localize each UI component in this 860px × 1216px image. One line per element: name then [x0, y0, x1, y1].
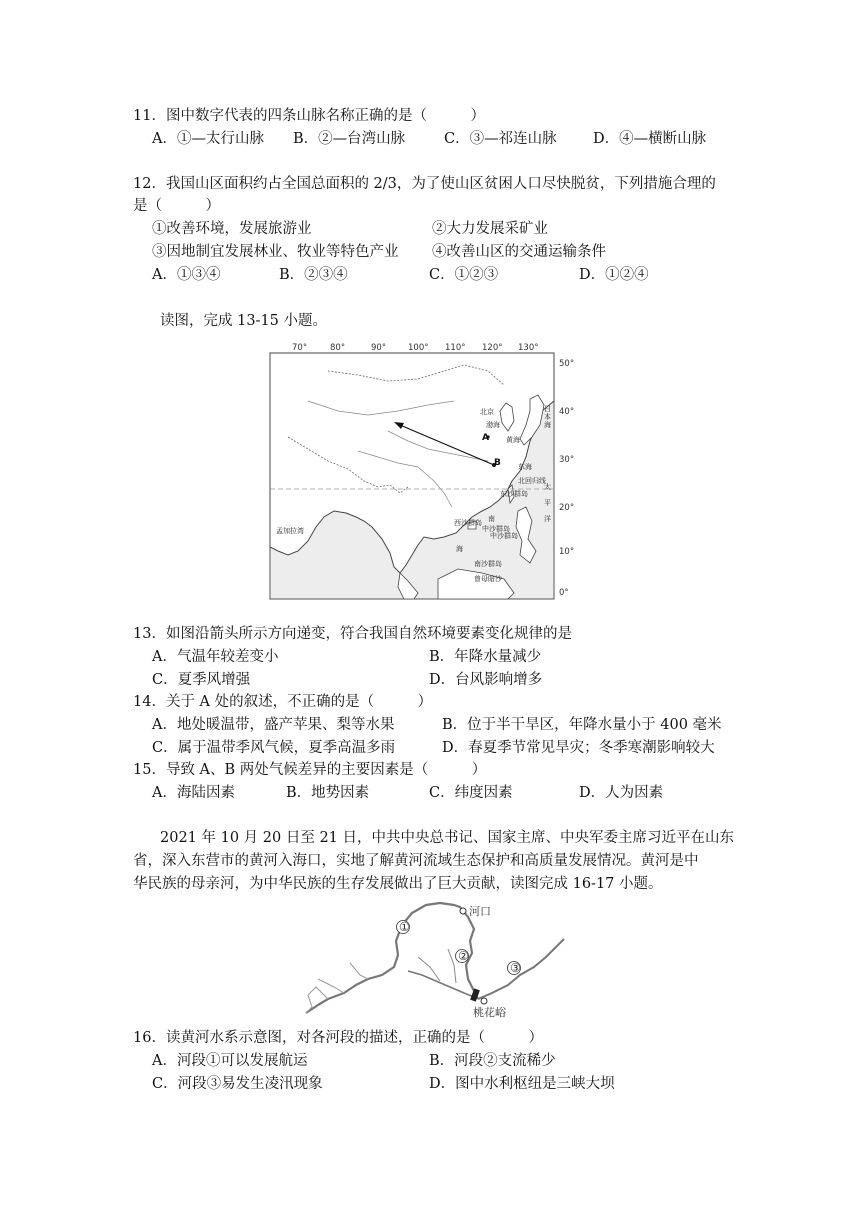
q16-option-c: C．河段③易发生凌汛现象	[152, 1076, 323, 1092]
lon-label: 100°	[408, 343, 429, 353]
label-japan-sea-1: 日	[544, 405, 551, 413]
q14-option-a: A．地处暖温带，盛产苹果、梨等水果	[152, 717, 395, 733]
passage-line1: 2021 年 10 月 20 日至 21 日，中共中央总书记、国家主席、中央军委主席习近平在山东	[160, 830, 735, 846]
q12-option-d: D．①②④	[579, 267, 649, 283]
q13-option-d: D．台风影响增多	[429, 672, 543, 688]
label-japan-sea-2: 本	[544, 413, 551, 421]
label-pacific-3: 洋	[544, 515, 551, 523]
lat-label: 20°	[559, 503, 575, 513]
yellow-river-map	[298, 895, 576, 1019]
q12-stem-line2: 是（ ）	[133, 198, 220, 214]
hekou-marker	[460, 908, 466, 914]
lon-label: 70°	[292, 343, 308, 353]
q12-item-4: ④改善山区的交通运输条件	[432, 244, 606, 260]
label-b: B	[494, 458, 501, 468]
q11-option-d: D．④—横断山脉	[593, 131, 707, 147]
lat-label: 50°	[559, 359, 575, 369]
yellow-river-lower	[478, 939, 564, 999]
lon-label: 80°	[330, 343, 346, 353]
q12-option-b: B．②③④	[279, 267, 348, 283]
passage-line3: 华民族的母亲河，为中华民族的生存发展做出了巨大贡献，读图完成 16-17 小题。	[133, 876, 663, 892]
lon-label: 90°	[371, 343, 387, 353]
label-hai: 海	[456, 545, 463, 553]
q15-option-d: D．人为因素	[579, 785, 664, 801]
q11-option-c: C．③—祁连山脉	[444, 131, 557, 147]
q11-stem: 11．图中数字代表的四条山脉名称正确的是（ ）	[133, 108, 485, 124]
q14-option-d: D．春夏季节常见旱灾；冬季寒潮影响较大	[442, 740, 715, 756]
q14-option-b: B．位于半干旱区，年降水量小于 400 毫米	[442, 717, 722, 733]
label-pacific-1: 太	[544, 483, 551, 491]
lon-label: 120°	[482, 343, 503, 353]
lat-label: 10°	[559, 547, 575, 557]
label-huanghai: 黄海	[506, 436, 520, 444]
label-zengmu: 曾母暗沙	[474, 575, 502, 583]
q13-option-c: C．夏季风增强	[152, 672, 251, 688]
q14-stem: 14．关于 A 处的叙述，不正确的是（ ）	[133, 694, 433, 710]
intro-13-15: 读图，完成 13-15 小题。	[160, 313, 328, 329]
q13-stem: 13．如图沿箭头所示方向递变，符合我国自然环境要素变化规律的是	[133, 626, 572, 642]
label-huiguihui: 北回归线	[518, 477, 546, 485]
label-hekou: 河口	[469, 905, 491, 918]
q11-option-a: A．①—太行山脉	[152, 131, 264, 147]
label-zhongsha2: 中沙群岛	[490, 532, 518, 540]
q15-option-a: A．海陆因素	[152, 785, 235, 801]
q12-stem-line1: 12．我国山区面积约占全国总面积的 2/3，为了使山区贫困人口尽快脱贫，下列措施合理的	[133, 176, 716, 192]
label-zhongsha1: 中沙群岛	[482, 525, 510, 533]
q12-option-c: C．①②③	[429, 267, 499, 283]
label-pacific-2: 平	[544, 499, 551, 507]
lat-label: 0°	[559, 588, 569, 598]
lat-label: 30°	[559, 455, 575, 465]
label-japan-sea-3: 海	[544, 421, 551, 429]
china-map	[268, 341, 586, 603]
lon-label: 130°	[518, 343, 539, 353]
label-bohai: 渤海	[486, 421, 500, 429]
label-a: A	[482, 433, 489, 443]
q12-item-3: ③因地制宜发展林业、牧业等特色产业	[152, 244, 399, 260]
label-donghai: 东海	[518, 463, 532, 471]
q12-item-2: ②大力发展采矿业	[432, 221, 548, 237]
q16-option-b: B．河段②支流稀少	[429, 1053, 556, 1069]
label-taohuayu: 桃花峪	[473, 1006, 506, 1019]
q14-option-c: C．属于温带季风气候，夏季高温多雨	[152, 740, 396, 756]
taohuayu-marker	[481, 998, 487, 1004]
q11-option-b: B．②—台湾山脉	[293, 131, 406, 147]
q16-option-a: A．河段①可以发展航运	[152, 1053, 308, 1069]
q13-option-b: B．年降水量减少	[429, 649, 542, 665]
lon-label: 110°	[445, 343, 466, 353]
passage-line2: 省，深入东营市的黄河入海口，实地了解黄河流域生态保护和高质量发展情况。黄河是中	[133, 853, 699, 869]
lat-label: 40°	[559, 407, 575, 417]
label-seg1: ①	[399, 920, 410, 934]
q15-option-c: C．纬度因素	[429, 785, 513, 801]
label-seg3: ③	[510, 961, 521, 975]
label-seg2: ②	[458, 949, 469, 963]
q13-option-a: A．气温年较差变小	[152, 649, 279, 665]
label-dongsha: 东沙群岛	[500, 490, 528, 498]
q15-stem: 15．导致 A、B 两处气候差异的主要因素是（ ）	[133, 762, 487, 778]
label-bengal: 孟加拉湾	[276, 527, 304, 535]
q12-item-1: ①改善环境，发展旅游业	[152, 221, 312, 237]
q15-option-b: B．地势因素	[286, 785, 370, 801]
label-xisha: 西沙群岛	[454, 519, 482, 527]
q16-option-d: D．图中水利枢纽是三峡大坝	[429, 1076, 615, 1092]
label-beijing: 北京	[480, 408, 494, 416]
q12-option-a: A．①③④	[152, 267, 221, 283]
label-nan: 南	[488, 515, 495, 523]
q16-stem: 16．读黄河水系示意图，对各河段的描述，正确的是（ ）	[133, 1030, 543, 1046]
yellow-river-main	[306, 903, 478, 1013]
label-nansha: 南沙群岛	[474, 560, 502, 568]
